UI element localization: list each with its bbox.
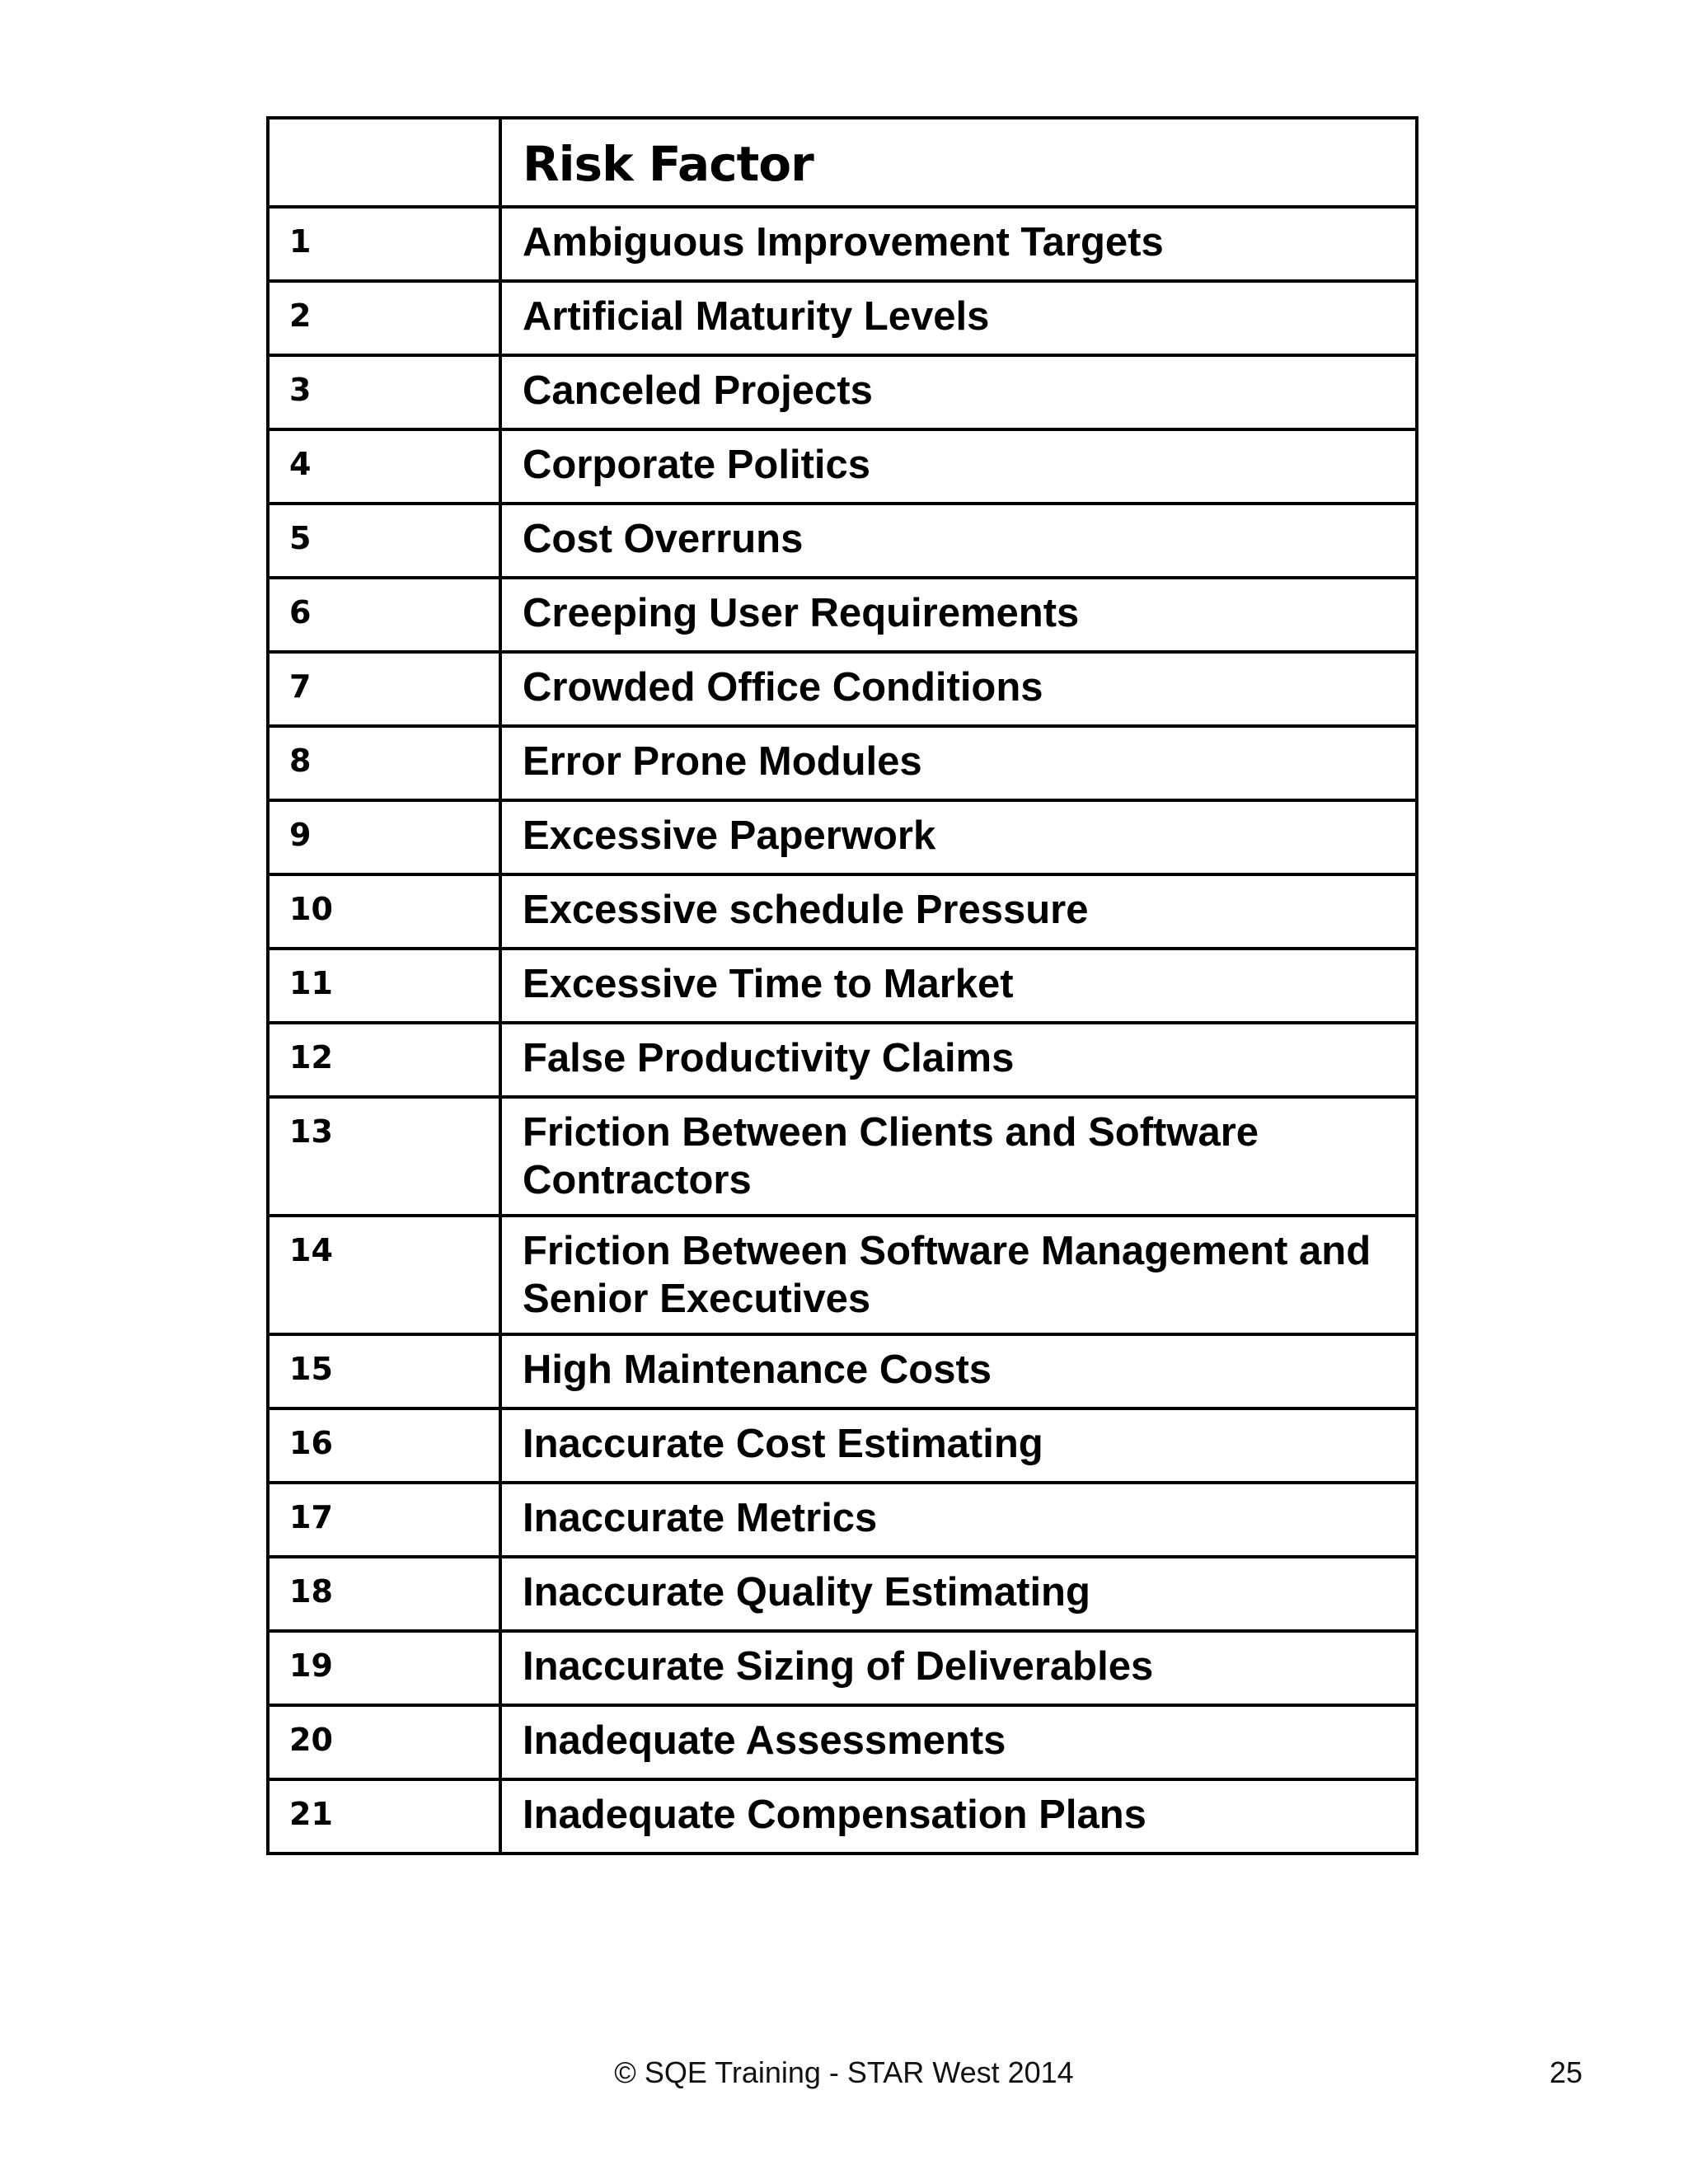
row-number: 5 <box>268 504 500 578</box>
row-number: 10 <box>268 874 500 949</box>
row-number: 13 <box>268 1097 500 1216</box>
table-row <box>268 578 1417 652</box>
row-number: 19 <box>268 1631 500 1705</box>
row-risk-factor: Crowded Office Conditions <box>500 652 1417 726</box>
row-number: 12 <box>268 1023 500 1097</box>
row-number: 6 <box>268 578 500 652</box>
row-risk-factor: Error Prone Modules <box>500 726 1417 800</box>
table-row <box>268 1216 1417 1334</box>
table-row <box>268 355 1417 429</box>
row-number: 11 <box>268 949 500 1023</box>
row-risk-factor: Artificial Maturity Levels <box>500 281 1417 355</box>
table-row <box>268 1779 1417 1854</box>
row-risk-factor: Friction Between Software Management and Senior Executives <box>500 1216 1417 1334</box>
row-number: 8 <box>268 726 500 800</box>
table-row <box>268 1705 1417 1779</box>
row-risk-factor: Inadequate Assessments <box>500 1705 1417 1779</box>
row-number: 16 <box>268 1408 500 1483</box>
table-row <box>268 1483 1417 1557</box>
row-risk-factor: False Productivity Claims <box>500 1023 1417 1097</box>
row-risk-factor: Excessive schedule Pressure <box>500 874 1417 949</box>
row-risk-factor: Inaccurate Cost Estimating <box>500 1408 1417 1483</box>
row-number: 18 <box>268 1557 500 1631</box>
table-row <box>268 281 1417 355</box>
row-risk-factor: Canceled Projects <box>500 355 1417 429</box>
row-risk-factor: Inaccurate Sizing of Deliverables <box>500 1631 1417 1705</box>
row-risk-factor: High Maintenance Costs <box>500 1334 1417 1408</box>
footer-copyright: © SQE Training - STAR West 2014 <box>614 2055 1074 2089</box>
table-row <box>268 726 1417 800</box>
table-row <box>268 1023 1417 1097</box>
row-risk-factor: Corporate Politics <box>500 429 1417 504</box>
table-row <box>268 800 1417 874</box>
table-row <box>268 429 1417 504</box>
row-risk-factor: Cost Overruns <box>500 504 1417 578</box>
row-number: 21 <box>268 1779 500 1854</box>
row-risk-factor: Friction Between Clients and Software Contractors <box>500 1097 1417 1216</box>
row-number: 14 <box>268 1216 500 1334</box>
table-row <box>268 1334 1417 1408</box>
table-row <box>268 1631 1417 1705</box>
row-risk-factor: Excessive Paperwork <box>500 800 1417 874</box>
row-risk-factor: Inadequate Compensation Plans <box>500 1779 1417 1854</box>
table-header-row <box>268 118 1417 207</box>
header-number-cell <box>268 118 500 207</box>
table-row <box>268 874 1417 949</box>
table-row <box>268 949 1417 1023</box>
row-number: 1 <box>268 207 500 281</box>
row-risk-factor: Ambiguous Improvement Targets <box>500 207 1417 281</box>
table-row <box>268 504 1417 578</box>
row-number: 7 <box>268 652 500 726</box>
risk-factor-table <box>266 116 1418 1855</box>
row-risk-factor: Inaccurate Metrics <box>500 1483 1417 1557</box>
row-number: 17 <box>268 1483 500 1557</box>
page-number: 25 <box>1550 2055 1583 2089</box>
row-number: 2 <box>268 281 500 355</box>
table-row <box>268 1557 1417 1631</box>
row-number: 15 <box>268 1334 500 1408</box>
table-row <box>268 207 1417 281</box>
table-row <box>268 652 1417 726</box>
table-row <box>268 1408 1417 1483</box>
row-number: 4 <box>268 429 500 504</box>
row-number: 20 <box>268 1705 500 1779</box>
row-number: 3 <box>268 355 500 429</box>
row-risk-factor: Creeping User Requirements <box>500 578 1417 652</box>
row-number: 9 <box>268 800 500 874</box>
row-risk-factor: Excessive Time to Market <box>500 949 1417 1023</box>
header-risk-factor: Risk Factor <box>500 118 1417 207</box>
table-row <box>268 1097 1417 1216</box>
row-risk-factor: Inaccurate Quality Estimating <box>500 1557 1417 1631</box>
